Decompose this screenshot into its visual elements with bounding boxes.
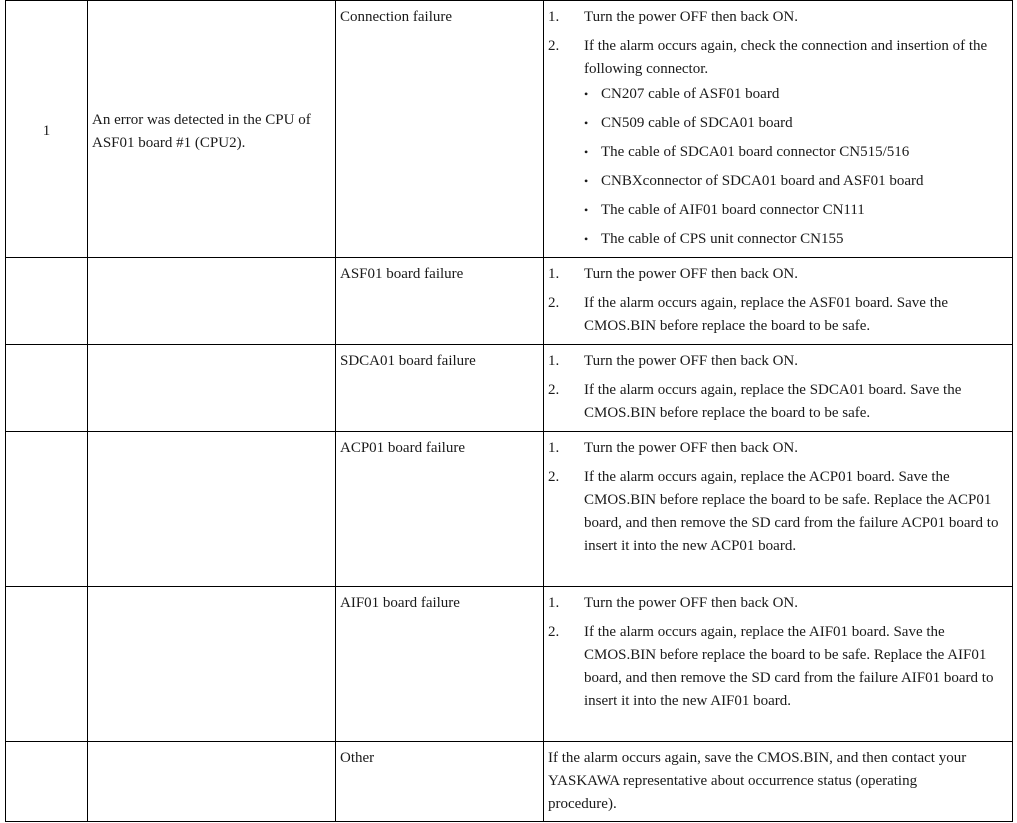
table-row bbox=[6, 1, 1013, 258]
bullet-icon: • bbox=[584, 203, 589, 217]
row-number: 1 bbox=[6, 1, 88, 258]
remedy-text: If the alarm occurs again, save the CMOS.BIN, and then contact your YASKAWA representative about occurrence status (operating procedure). bbox=[548, 750, 967, 812]
connector-list bbox=[584, 83, 1008, 257]
list-item: • CNBXconnector of SDCA01 board and ASF01 board bbox=[584, 170, 1008, 199]
remedy-step: 1. Turn the power OFF then back ON. bbox=[548, 9, 799, 25]
alarm-remedy-table bbox=[5, 0, 1013, 822]
table-row bbox=[6, 432, 1013, 587]
remedy-step: 1. Turn the power OFF then back ON. bbox=[548, 353, 799, 369]
remedy-step: 2. If the alarm occurs again, replace the ACP01 board. Save the CMOS.BIN before replace the board to be safe. Replace the ACP01 board, and then remove the SD card from the failure ACP01 board to insert it into the new ACP01 board. bbox=[548, 469, 999, 554]
list-item: • The cable of CPS unit connector CN155 bbox=[584, 228, 1008, 257]
bullet-icon: • bbox=[584, 87, 589, 101]
bullet-icon: • bbox=[584, 145, 589, 159]
table-row bbox=[6, 345, 1013, 432]
list-item: • CN509 cable of SDCA01 board bbox=[584, 112, 1008, 141]
bullet-icon: • bbox=[584, 116, 589, 130]
list-item: • The cable of AIF01 board connector CN111 bbox=[584, 199, 1008, 228]
cause-text: An error was detected in the CPU of ASF01 board #1 (CPU2). bbox=[88, 1, 336, 258]
remedy-step: 1. Turn the power OFF then back ON. bbox=[548, 266, 799, 282]
table-row bbox=[6, 742, 1013, 822]
remedy-step: 1. Turn the power OFF then back ON. bbox=[548, 595, 799, 611]
remedy-cell bbox=[544, 587, 1013, 742]
bullet-icon: • bbox=[584, 232, 589, 246]
remedy-step: 2. If the alarm occurs again, replace the AIF01 board. Save the CMOS.BIN before replace the board to be safe. Replace the AIF01 board, and then remove the SD card from the failure AIF01 board to insert it into the new AIF01 board. bbox=[548, 624, 994, 709]
remedy-cell bbox=[544, 258, 1013, 345]
table-row bbox=[6, 587, 1013, 742]
bullet-icon: • bbox=[584, 174, 589, 188]
failure-type: SDCA01 board failure bbox=[336, 345, 544, 432]
failure-type: AIF01 board failure bbox=[336, 587, 544, 742]
remedy-cell bbox=[544, 432, 1013, 587]
remedy-step: 2. If the alarm occurs again, check the connection and insertion of the following connector. bbox=[548, 38, 988, 77]
failure-type: Connection failure bbox=[336, 1, 544, 258]
failure-type: Other bbox=[336, 742, 544, 822]
list-item: • CN207 cable of ASF01 board bbox=[584, 83, 1008, 112]
remedy-step: 1. Turn the power OFF then back ON. bbox=[548, 440, 799, 456]
remedy-cell bbox=[544, 742, 1013, 822]
failure-type: ACP01 board failure bbox=[336, 432, 544, 587]
failure-type: ASF01 board failure bbox=[336, 258, 544, 345]
list-item: • The cable of SDCA01 board connector CN515/516 bbox=[584, 141, 1008, 170]
remedy-step: 2. If the alarm occurs again, replace the SDCA01 board. Save the CMOS.BIN before replace the board to be safe. bbox=[548, 382, 962, 421]
remedy-step: 2. If the alarm occurs again, replace the ASF01 board. Save the CMOS.BIN before replace the board to be safe. bbox=[548, 295, 949, 334]
remedy-cell bbox=[544, 1, 1013, 258]
table-row bbox=[6, 258, 1013, 345]
remedy-cell bbox=[544, 345, 1013, 432]
